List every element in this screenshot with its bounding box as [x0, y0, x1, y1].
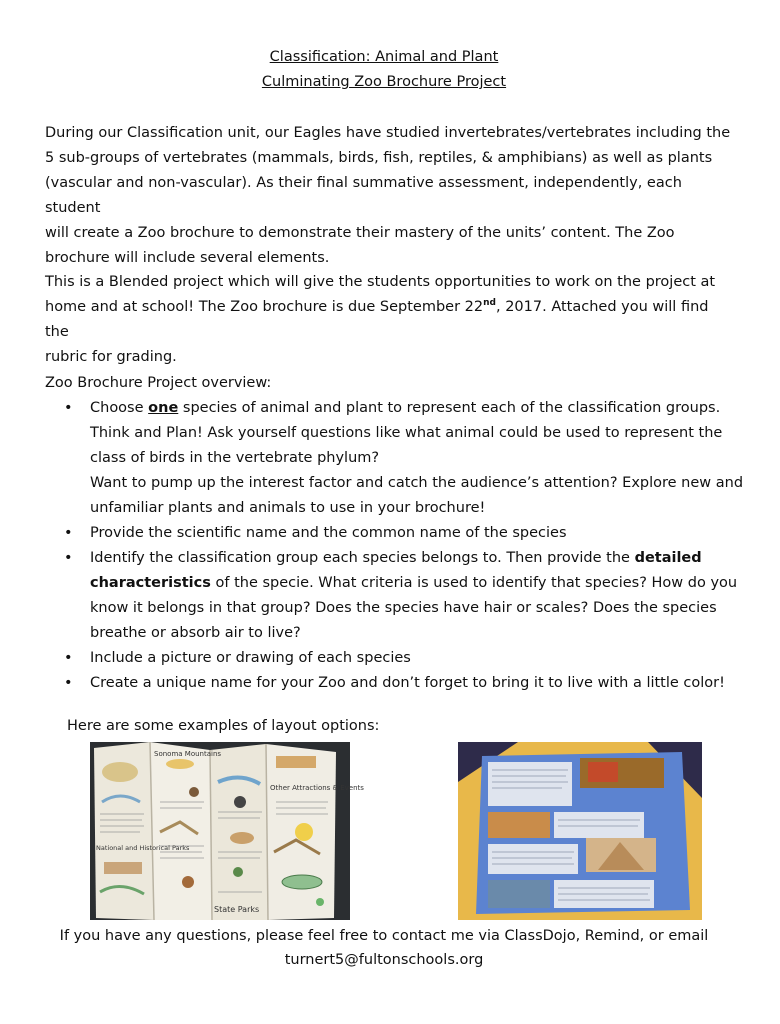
overview-list: [45, 396, 780, 696]
intro-paragraph: During our Classification unit, our Eagles have studied invertebrates/vertebrates including the 5 sub-groups of vertebrates (mammals, birds, fish, reptiles, & amphibians) as well as plants (vascular and non-vascular). As their final summative assessment, independently, each student will create a Zoo brochure to demonstrate their mastery of the units’ content. The Zoo brochure will include several elements.: [45, 125, 731, 266]
brochure-heading-attractions: Other Attractions & Events: [270, 784, 364, 792]
printed-brochure-illustration: [458, 742, 702, 920]
document-subtitle: Culminating Zoo Brochure Project: [261, 74, 507, 90]
ordinal-suffix: nd: [483, 298, 496, 309]
brochure-example-photo-1: [90, 742, 364, 920]
contact-line: If you have any questions, please feel free to contact me via ClassDojo, Remind, or email: [59, 928, 709, 944]
bullet-icon: •: [64, 650, 73, 666]
list-item: • Create a unique name for your Zoo and don’t forget to bring it to live with a little color!: [90, 671, 780, 696]
document-title: Classification: Animal and Plant: [269, 49, 499, 65]
bullet-icon: •: [64, 550, 73, 566]
handdrawn-brochure-illustration: [90, 742, 364, 920]
overview-heading: Zoo Brochure Project overview:: [45, 375, 272, 391]
brochure-example-photo-2: [458, 742, 702, 920]
contact-email: turnert5@fultonschools.org: [284, 952, 484, 968]
bullet-icon: •: [64, 400, 73, 416]
bullet-icon: •: [64, 675, 73, 691]
bullet-icon: •: [64, 525, 73, 541]
brochure-heading-state-parks: State Parks: [214, 905, 260, 914]
list-item: • Provide the scientific name and the common name of the species: [90, 521, 780, 546]
list-item: • Identify the classification group each species belongs to. Then provide the detailed characteristics of the specie. What criteria is used to identify that species? How do you know it belongs in that group? Does the species have hair or scales? Does the species breathe or absorb air to live?: [90, 546, 780, 646]
list-item: • Include a picture or drawing of each species: [90, 646, 780, 671]
brochure-heading-parks: National and Historical Parks: [96, 844, 190, 852]
blended-paragraph: This is a Blended project which will give the students opportunities to work on the project at home and at school! The Zoo brochure is due September 22nd, 2017. Attached you will find the rubric for grading.: [45, 274, 716, 365]
layout-examples-label: Here are some examples of layout options:: [67, 718, 380, 734]
brochure-heading-sonoma: Sonoma Mountains: [154, 750, 222, 758]
list-item: • Choose one species of animal and plant to represent each of the classification groups. Think and Plan! Ask yourself questions like what animal could be used to represent the class of birds in the vertebrate phylum? Want to pump up the interest factor and catch the audience’s attention? Explore new and unfamiliar plants and animals to use in your brochure!: [90, 396, 780, 521]
